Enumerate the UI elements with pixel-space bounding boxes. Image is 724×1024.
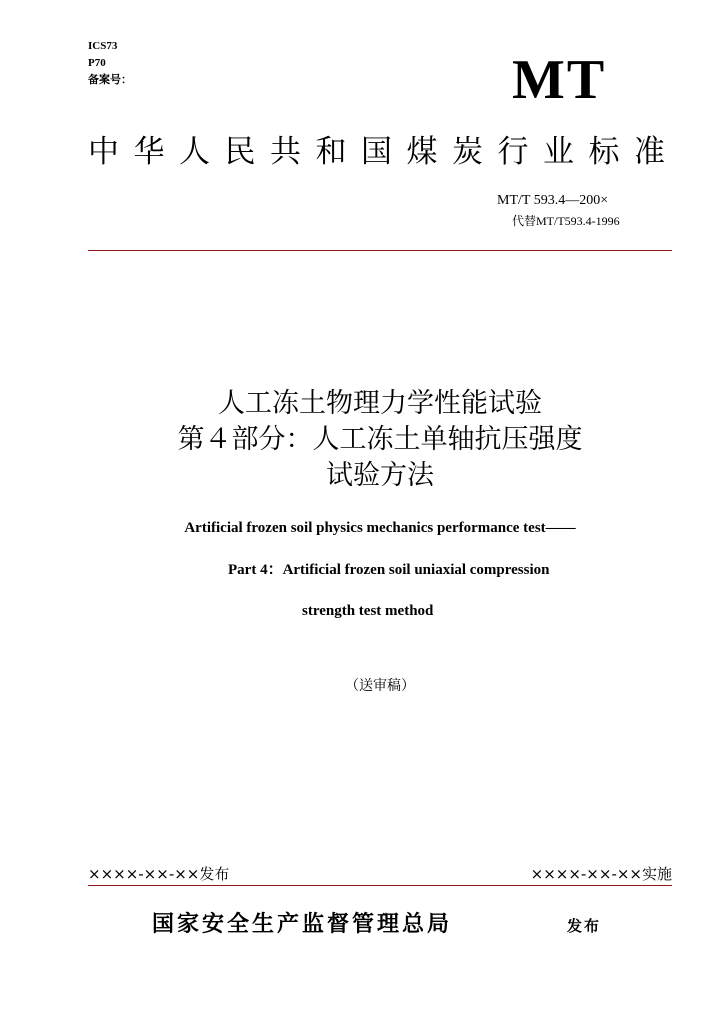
implement-date: ××××-××-××实施 — [530, 865, 672, 883]
mt-logo: MT — [512, 49, 607, 111]
publish-date: ××××-××-××发布 — [88, 865, 230, 883]
title-en-line1: Artificial frozen soil physics mechanics performance test—— — [184, 520, 576, 536]
title-cn-line2: 第４部分：人工冻土单轴抗压强度 — [177, 424, 583, 455]
ccs-code: P70 — [88, 57, 106, 69]
title-en-line2: Part 4：Artificial frozen soil uniaxial compression — [228, 562, 550, 578]
issuing-authority: 国家安全生产监督管理总局 — [152, 912, 453, 937]
standard-title: 中华人民共和国煤炭行业标准 — [88, 134, 680, 170]
replaces-standard: 代替MT/T593.4-1996 — [512, 214, 620, 228]
document-title-cn — [100, 386, 660, 494]
draft-status: （送审稿） — [345, 678, 415, 694]
record-number: 备案号： — [88, 74, 132, 86]
title-en-line3: strength test method — [302, 603, 434, 619]
header-divider — [88, 250, 672, 251]
footer-divider — [88, 885, 672, 886]
standard-number: MT/T 593.4—200× — [497, 193, 609, 208]
classification-block — [88, 38, 132, 89]
title-cn-line1: 人工冻土物理力学性能试验 — [218, 388, 542, 419]
title-cn-line3: 试验方法 — [326, 460, 434, 491]
issue-label: 发布 — [567, 917, 602, 935]
ics-code: ICS73 — [88, 40, 118, 52]
